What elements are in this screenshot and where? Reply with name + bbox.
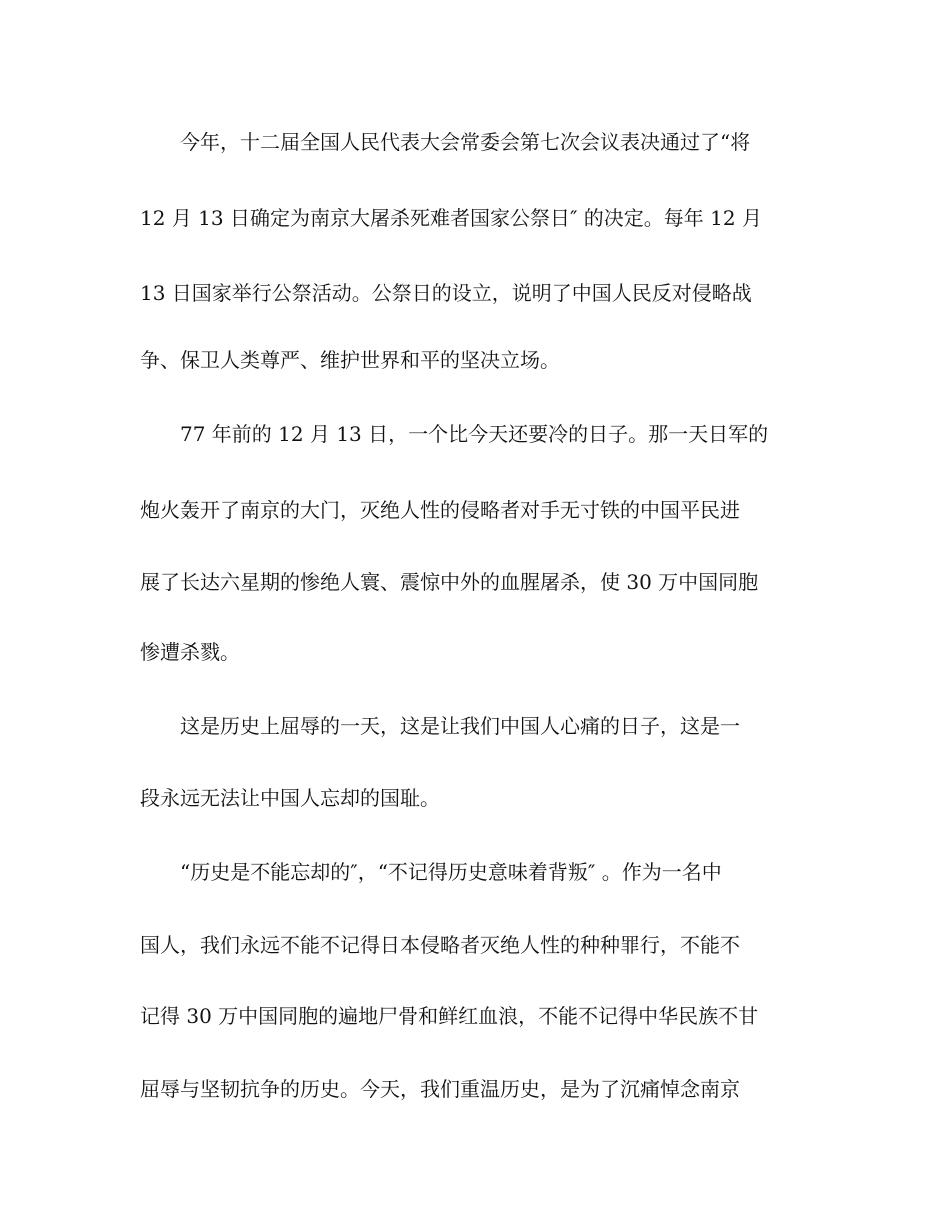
paragraph-2-line-3: 展了长达六星期的惨绝人寰、震惊中外的血腥屠杀，使 30 万中国同胞: [140, 570, 759, 594]
paragraph-2-line-2: 炮火轰开了南京的大门，灭绝人性的侵略者对手无寸铁的中国平民进: [140, 498, 740, 522]
paragraph-2-line-4: 惨遭杀戮。: [140, 640, 240, 664]
paragraph-1-line-2: 12 月 13 日确定为南京大屠杀死难者国家公祭日″ 的决定。每年 12 月: [140, 206, 762, 230]
paragraph-1-line-1: 今年，十二届全国人民代表大会常委会第七次会议表决通过了“将: [180, 130, 751, 154]
paragraph-3-line-2: 段永远无法让中国人忘却的国耻。: [140, 786, 440, 810]
paragraph-4-line-1: “历史是不能忘却的″，“不记得历史意味着背叛″ 。作为一名中: [180, 860, 722, 884]
paragraph-4-line-3: 记得 30 万中国同胞的遍地尸骨和鲜红血浪，不能不记得中华民族不甘: [140, 1004, 759, 1028]
paragraph-1-line-3: 13 日国家举行公祭活动。公祭日的设立，说明了中国人民反对侵略战: [140, 281, 752, 305]
paragraph-4-line-4: 屈辱与坚韧抗争的历史。今天，我们重温历史，是为了沉痛悼念南京: [140, 1077, 740, 1101]
paragraph-4-line-2: 国人，我们永远不能不记得日本侵略者灭绝人性的种种罪行，不能不: [140, 933, 740, 957]
paragraph-2-line-1: 77 年前的 12 月 13 日，一个比今天还要冷的日子。那一天日军的: [180, 422, 769, 446]
paragraph-1-line-4: 争、保卫人类尊严、维护世界和平的坚决立场。: [140, 348, 560, 372]
paragraph-3-line-1: 这是历史上屈辱的一天，这是让我们中国人心痛的日子，这是一: [180, 714, 740, 738]
